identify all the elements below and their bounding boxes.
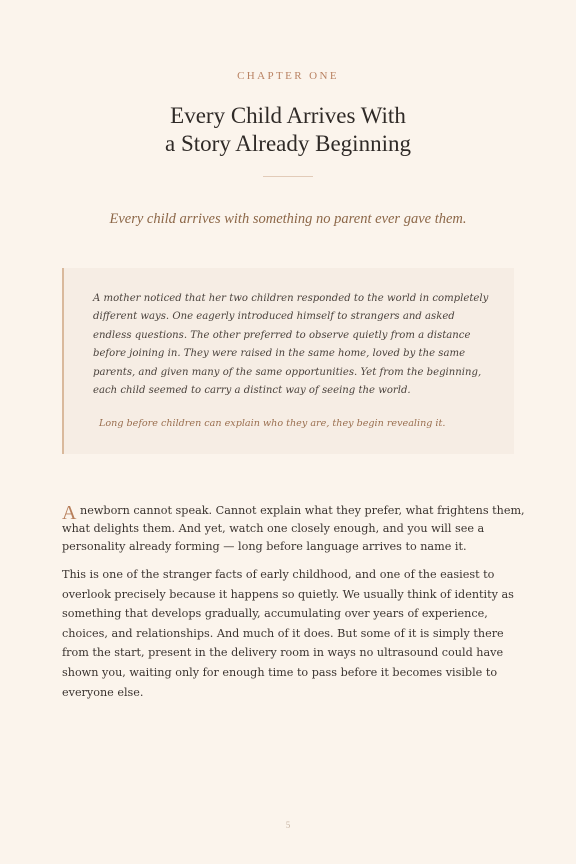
opening-story-closing: Long before children can explain who they are, they begin revealing it. <box>99 418 446 429</box>
chapter-title <box>0 102 576 158</box>
drop-cap: A <box>62 502 77 524</box>
body-paragraph-2: This is one of the stranger facts of early childhood, and one of the easiest to overlook precisely because it happens so quietly. We usually think of identity as something that develops gradually, accumulating over years of experience, choices, and relationships. And much of it does. But some of it is simply there from the start, present in the delivery room in ways no ultrasound could have shown you, waiting only for enough time to pass before it becomes visible to everyone else. <box>62 568 514 699</box>
opening-story-text: A mother noticed that her two children responded to the world in completely different ways. One eagerly introduced himself to strangers and asked endless questions. The other preferred to observe quietly from a distance before joining in. They were raised in the same home, loved by the same parents, and given many of the same opportunities. Yet from the beginning, each child seemed to carry a distinct way of seeing the world. <box>93 293 489 397</box>
opening-story-box <box>62 268 514 454</box>
body-paragraph-1 <box>62 502 526 556</box>
chapter-epigraph: Every child arrives with something no parent ever gave them. <box>109 211 467 227</box>
page-number: 5 <box>285 820 291 830</box>
body-paragraph-1-text: newborn cannot speak. Cannot explain what they prefer, what frightens them, what delights them. And yet, watch one closely enough, and you will see a personality already forming — long before language arrives to name it. <box>62 504 525 553</box>
chapter-label: CHAPTER ONE <box>237 70 339 82</box>
chapter-title-line-1: Every Child Arrives With <box>170 103 406 128</box>
title-divider <box>263 176 313 177</box>
chapter-title-line-2: a Story Already Beginning <box>165 131 411 156</box>
